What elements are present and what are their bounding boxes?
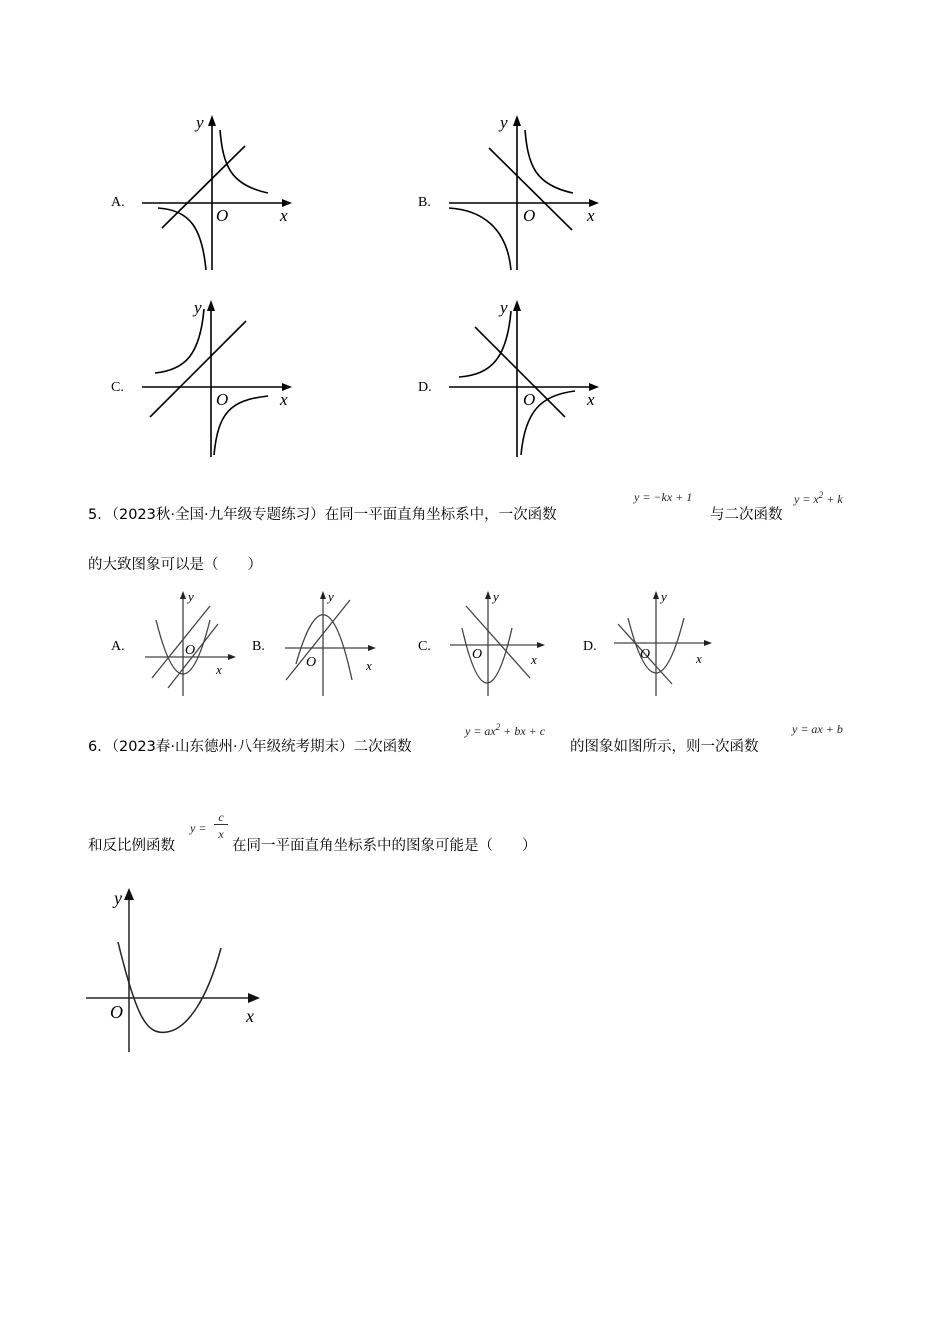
q5-formula-linear: y = −kx + 1 <box>634 490 693 504</box>
q4-graph-b <box>437 110 607 280</box>
linear-graph <box>162 146 245 228</box>
q5-formula-quadratic: $y = x^2 + k$ <box>794 490 843 506</box>
fraction-denominator: x <box>214 824 228 843</box>
q5-option-a-label: A. <box>111 639 125 654</box>
q5-source: （2023秋·全国·九年级专题练习） <box>111 507 325 523</box>
q5-option-b-label: B. <box>252 639 265 654</box>
svg-text:O: O <box>523 206 536 225</box>
svg-text:O: O <box>472 647 483 662</box>
q5-text-before: 在同一平面直角坐标系中，一次函数 <box>324 507 557 523</box>
y-axis-label: y <box>114 888 122 908</box>
svg-text:y: y <box>493 589 499 604</box>
q4-option-b-label: B. <box>418 195 431 210</box>
q5-line2: 的大致图象可以是（ ） <box>88 557 262 573</box>
q6-graph-parabola <box>82 880 272 1060</box>
q5-number: 5． <box>88 507 112 523</box>
q6-formula-linear: y = ax + b <box>792 722 843 736</box>
svg-text:y: y <box>188 589 194 604</box>
origin-label: O <box>216 206 229 225</box>
svg-text:x: x <box>366 658 372 673</box>
q5-graph-a <box>140 588 240 698</box>
svg-text:y: y <box>328 589 334 604</box>
q5-option-d-label: D. <box>583 639 597 654</box>
svg-text:O: O <box>640 647 651 662</box>
y-axis-arrow <box>208 115 216 126</box>
svg-text:y: y <box>661 589 667 604</box>
q5-graph-d <box>612 588 717 698</box>
svg-text:O: O <box>306 655 317 670</box>
svg-text:x: x <box>587 206 595 225</box>
linear-graph <box>150 321 246 417</box>
linear-graph <box>466 606 530 678</box>
x-axis-label: x <box>280 206 288 225</box>
q5-graph-b <box>282 588 382 698</box>
y-axis-label: y <box>196 113 204 132</box>
svg-text:x: x <box>587 390 595 409</box>
parabola <box>118 942 221 1032</box>
q6-line2-before: 和反比例函数 <box>88 838 175 854</box>
svg-text:y: y <box>194 298 202 317</box>
q4-graph-a <box>130 110 300 280</box>
svg-text:y: y <box>500 298 508 317</box>
linear-graph <box>475 327 565 417</box>
q6-text-middle: 的图象如图所示，则一次函数 <box>570 739 759 755</box>
hyperbola-branch-2 <box>449 208 511 270</box>
q4-option-c-label: C. <box>111 380 124 395</box>
parabola <box>462 628 512 683</box>
svg-text:x: x <box>280 390 288 409</box>
q6-number: 6． <box>88 739 112 755</box>
hyperbola-branch-1 <box>220 130 268 193</box>
q4-graph-c <box>130 295 300 465</box>
svg-text:O: O <box>523 390 536 409</box>
svg-text:O: O <box>216 390 229 409</box>
svg-text:y: y <box>500 113 508 132</box>
hyperbola-branch-1 <box>459 311 511 377</box>
hyperbola-branch-1 <box>525 130 573 193</box>
q6-formula-quadratic: $y = ax^2$ + bx + c <box>465 722 546 738</box>
q5-option-c-label: C. <box>418 639 431 654</box>
svg-text:x: x <box>531 652 537 667</box>
q6-source: （2023春·山东德州·八年级统考期末） <box>111 739 354 755</box>
q6-line1 <box>88 735 412 756</box>
hyperbola-branch-1 <box>155 309 204 373</box>
q4-option-a-label: A. <box>111 195 125 210</box>
q5-graph-c <box>448 588 548 698</box>
q6-formula-inverse-lhs: y = <box>190 821 207 835</box>
linear-graph-1 <box>152 606 210 678</box>
q6-formula-inverse-fraction <box>214 810 228 843</box>
q4-option-d-label: D. <box>418 380 432 395</box>
q4-graph-d <box>437 295 607 465</box>
q5-line1 <box>88 503 557 524</box>
y-axis-arrow <box>124 888 134 900</box>
x-axis-label: x <box>246 1006 254 1026</box>
hyperbola-branch-2 <box>158 208 206 270</box>
q6-text-before: 二次函数 <box>353 739 412 755</box>
x-axis-arrow <box>248 993 260 1003</box>
linear-graph <box>286 600 350 680</box>
fraction-numerator: c <box>218 810 224 824</box>
q6-line2-after: 在同一平面直角坐标系中的图象可能是（ ） <box>232 838 537 854</box>
svg-text:O: O <box>185 643 196 658</box>
svg-text:x: x <box>696 651 702 666</box>
q5-text-middle: 与二次函数 <box>710 507 783 523</box>
origin-label: O <box>110 1002 123 1022</box>
svg-text:x: x <box>216 662 222 677</box>
